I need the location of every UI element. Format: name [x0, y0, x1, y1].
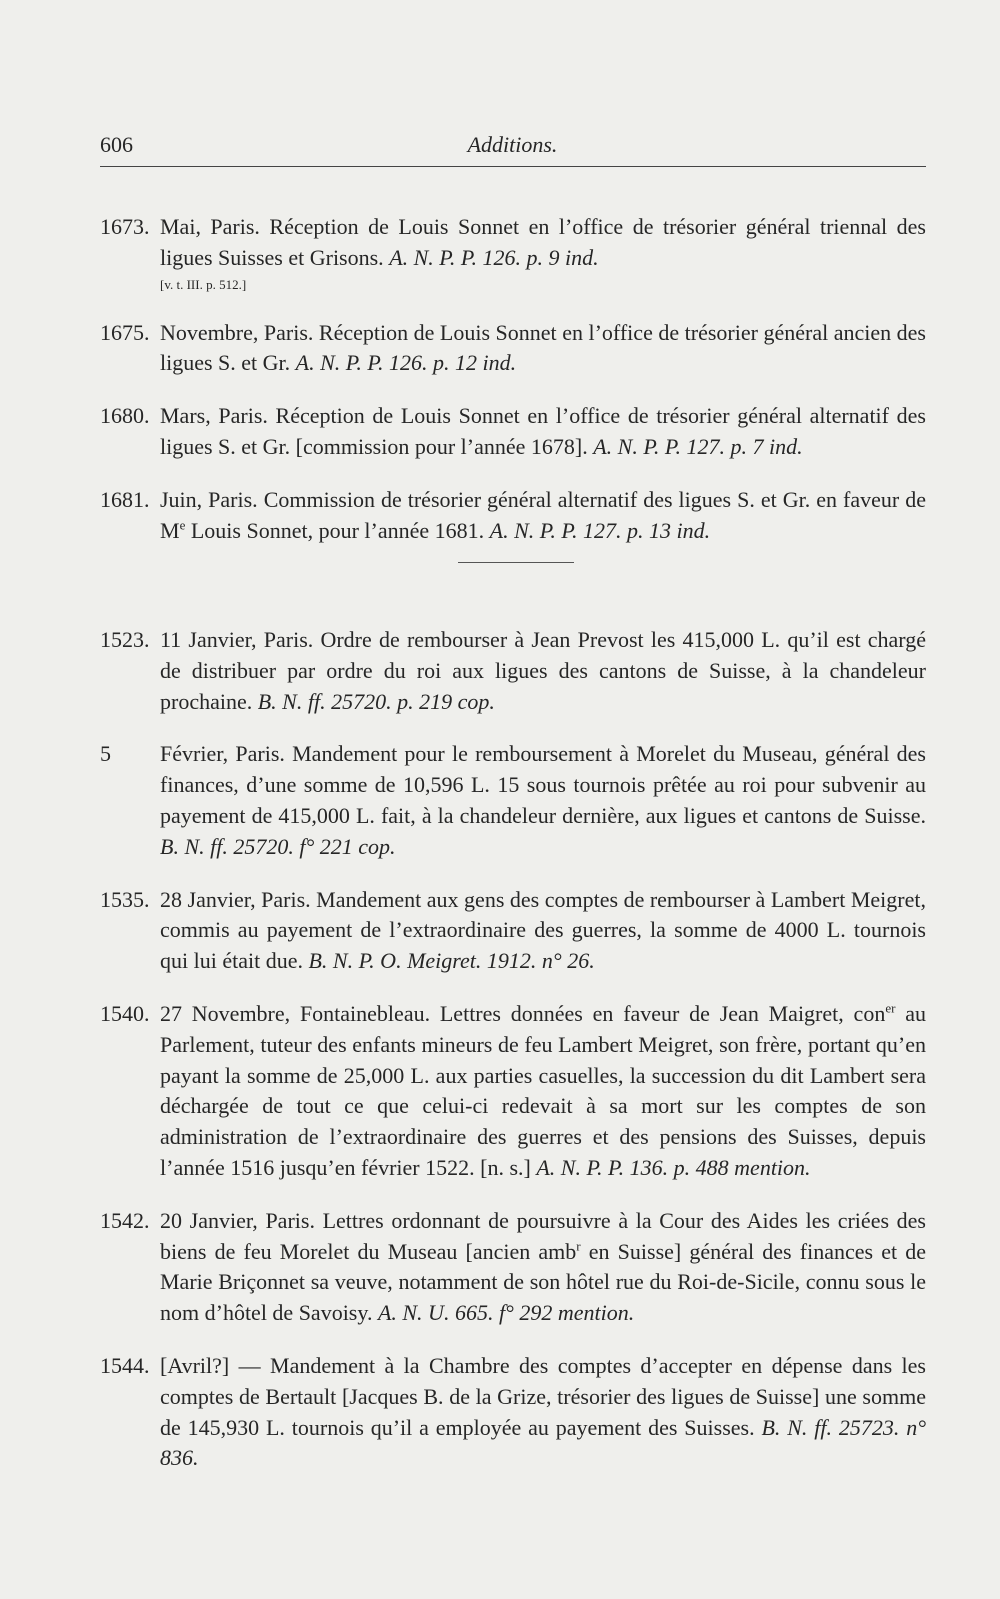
- entry-note: [v. t. III. p. 512.]: [160, 276, 247, 292]
- entries-block-bottom: [100, 603, 926, 1481]
- entry-1673: [100, 212, 926, 296]
- entry-reference: B. N. P. O. Meigret. 1912. n° 26.: [308, 948, 595, 974]
- page-number: 606: [100, 132, 133, 157]
- entry-superscript: e: [179, 517, 186, 533]
- entry-year: 1535.: [100, 886, 150, 912]
- entry-reference: B. N. ff. 25723. n° 836.: [160, 1414, 927, 1471]
- entry-year: 1675.: [100, 319, 150, 345]
- entry-1540: [100, 999, 926, 1184]
- entry-reference: B. N. ff. 25720. p. 219 cop.: [257, 688, 495, 714]
- entry-1542: [100, 1206, 926, 1329]
- running-title: Additions.: [467, 132, 558, 157]
- entries-block-top: [100, 190, 926, 553]
- entry-1675: [100, 318, 926, 380]
- entry-1681: [100, 485, 926, 547]
- entry-text: Novembre, Paris. Réception de Louis Sonnet en l’office de trésorier général ancien des ligues S. et Gr.: [160, 319, 926, 376]
- entry-reference: A. N. P. P. 126. p. 12 ind.: [295, 350, 517, 376]
- entry-text: Mars, Paris. Réception de Louis Sonnet en l’office de trésorier général alternatif des ligues S. et Gr. [commission pour l’année 1678].: [160, 403, 926, 459]
- entry-text-cont: au Parlement, tuteur des enfants mineurs de feu Lambert Meigret, son frère, portant qu’en payant la somme de 25,000 L. aux parties casuelles, la succession du dit Lambert sera déchargée de tout ce que celui-ci redevait à sa mort sur les comptes de son administration de l’extraordinaire des guerres et des pensions des Suisses, depuis l’année 1516 jusqu’en février 1522. [n. s.]: [160, 1000, 926, 1180]
- entry-text: Février, Paris. Mandement pour le remboursement à Morelet du Museau, général des finances, d’une somme de 10,596 L. 15 sous tournois prêtée au roi pour subvenir au payement de 415,000 L. fait, à la chandeleur dernière, aux ligues et cantons de Suisse.: [160, 741, 926, 828]
- header-rule: [100, 166, 926, 167]
- entry-reference: A. N. P. P. 136. p. 488 mention.: [536, 1154, 811, 1180]
- entry-year: 1523.: [100, 627, 150, 652]
- entry-text: Mai, Paris. Réception de Louis Sonnet en l’office de trésorier général triennal des ligues Suisses et Grisons.: [160, 214, 926, 270]
- section-separator: [458, 562, 574, 563]
- entry-text: Juin, Paris. Commission de trésorier général alternatif des ligues S. et Gr. en faveur de M: [160, 486, 926, 543]
- entry-text-cont: en Suisse] général des finances et de Marie Briçonnet sa veuve, notamment de son hôtel rue du Roi-de-Sicile, connu sous le nom d’hôtel de Savoisy.: [160, 1238, 926, 1326]
- entry-1535: [100, 885, 926, 977]
- entry-day: 5: [100, 741, 111, 767]
- entry-1680: [100, 401, 926, 463]
- entry-1523: [100, 625, 926, 717]
- entry-1544: [100, 1351, 926, 1474]
- entry-year: 1544.: [100, 1352, 150, 1378]
- entry-year: 1540.: [100, 1000, 150, 1026]
- entry-year: 1681.: [100, 486, 150, 512]
- entry-superscript: r: [576, 1238, 581, 1254]
- entry-reference: A. N. P. P. 126. p. 9 ind.: [389, 244, 599, 270]
- entry-1523-feb: [100, 739, 926, 862]
- entry-text: [Avril?] — Mandement à la Chambre des comptes d’accepter en dépense dans les comptes de Bertault [Jacques B. de la Grize, trésorier des ligues de Suisse] une somme de 145,930 L. tournois qu’il a employée au payement des Suisses.: [160, 1352, 926, 1440]
- entry-year: 1680.: [100, 403, 150, 429]
- entry-text: 11 Janvier, Paris. Ordre de rembourser à Jean Prevost les 415,000 L. qu’il est chargé de distribuer par ordre du roi aux ligues des cantons de Suisse, à la chandeleur prochaine.: [160, 627, 926, 714]
- entry-reference: A. N. U. 665. f° 292 mention.: [377, 1300, 635, 1326]
- entry-reference: A. N. P. P. 127. p. 13 ind.: [489, 517, 711, 543]
- entry-year: 1673.: [100, 214, 150, 239]
- entry-superscript: er: [885, 1000, 896, 1016]
- entry-reference: B. N. ff. 25720. f° 221 cop.: [160, 833, 396, 859]
- entry-reference: A. N. P. P. 127. p. 7 ind.: [593, 433, 803, 459]
- entry-text-cont: Louis Sonnet, pour l’année 1681.: [185, 517, 490, 543]
- entry-text: 28 Janvier, Paris. Mandement aux gens des comptes de rembourser à Lambert Meigret, commis au payement de l’extraordinaire des guerres, la somme de 4000 L. tournois qui lui était due.: [160, 886, 926, 974]
- entry-text: 20 Janvier, Paris. Lettres ordonnant de poursuivre à la Cour des Aides les criées des biens de feu Morelet du Museau [ancien amb: [160, 1207, 926, 1264]
- entry-year: 1542.: [100, 1207, 150, 1233]
- entry-text: 27 Novembre, Fontainebleau. Lettres données en faveur de Jean Maigret, con: [160, 1000, 886, 1026]
- running-head: [100, 132, 925, 166]
